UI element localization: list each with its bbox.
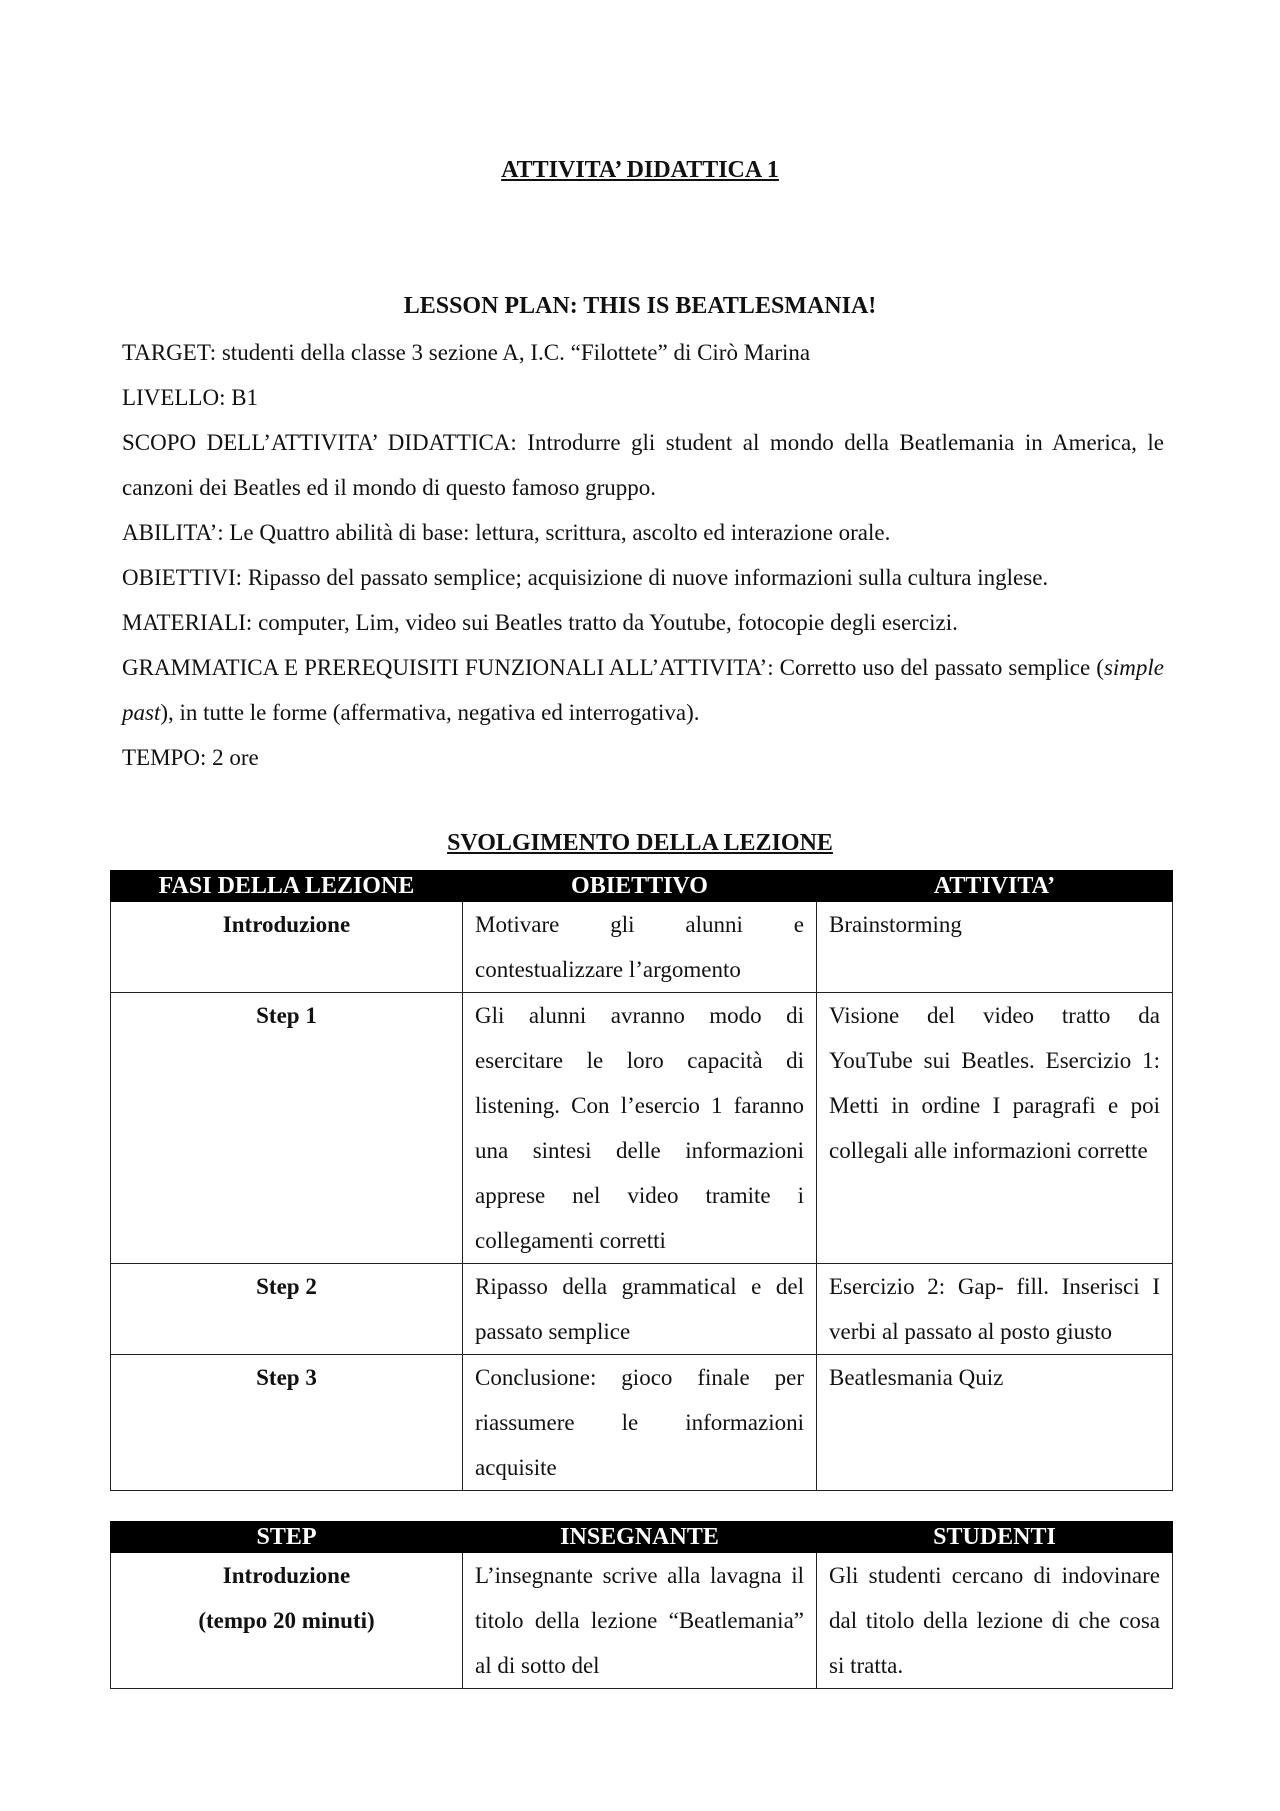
grammar-italic-term: simple past	[122, 655, 1164, 725]
objective-cell: Conclusione: gioco finale per riassumere le informazioni acquisite	[463, 1355, 817, 1491]
objectives-paragraph: OBIETTIVI: Ripasso del passato semplice; acquisizione di nuove informazioni sulla cultura inglese.	[122, 565, 1049, 590]
phase-cell: Step 3	[111, 1355, 463, 1491]
materials-line: MATERIALI: computer, Lim, video sui Beatles tratto da Youtube, fotocopie degli esercizi.	[122, 610, 958, 635]
grammar-paragraph	[122, 645, 1164, 735]
activity-cell: Beatlesmania Quiz	[817, 1355, 1173, 1491]
table-row	[111, 993, 1173, 1264]
activity-cell: Visione del video tratto da YouTube sui Beatles. Esercizio 1: Metti in ordine I paragrafi e poi collegali alle informazioni corrette	[817, 993, 1173, 1264]
objective-cell: Ripasso della grammatical e del passato semplice	[463, 1264, 817, 1355]
column-header-phases: FASI DELLA LEZIONE	[111, 871, 463, 902]
lesson-steps-table	[110, 1521, 1173, 1689]
grammar-text-end: ), in tutte le forme (affermativa, negativa ed interrogativa).	[160, 700, 700, 725]
step-name: Introduzione	[222, 1563, 351, 1588]
activity-cell: Esercizio 2: Gap- fill. Inserisci I verbi al passato al posto giusto	[817, 1264, 1173, 1355]
table-row	[111, 902, 1173, 993]
step-cell	[111, 1553, 463, 1689]
activity-cell: Brainstorming	[817, 902, 1173, 993]
column-header-step: STEP	[111, 1522, 463, 1553]
scope-paragraph: SCOPO DELL’ATTIVITA’ DIDATTICA: Introdurre gli student al mondo della Beatlemania in America, le canzoni dei Beatles ed il mondo di questo famoso gruppo.	[122, 430, 1164, 500]
table-row	[111, 1264, 1173, 1355]
table-header-row	[111, 871, 1173, 902]
column-header-students: STUDENTI	[817, 1522, 1173, 1553]
skills-line: ABILITA’: Le Quattro abilità di base: lettura, scrittura, ascolto ed interazione orale.	[122, 520, 891, 545]
teacher-cell: L’insegnante scrive alla lavagna il titolo della lezione “Beatlemania” al di sotto del	[463, 1553, 817, 1689]
grammar-text-start: GRAMMATICA E PREREQUISITI FUNZIONALI ALL’ATTIVITA’: Corretto uso del passato semplice (	[122, 655, 1104, 680]
column-header-activity: ATTIVITA’	[817, 871, 1173, 902]
lesson-info	[122, 330, 1164, 780]
section-title: SVOLGIMENTO DELLA LEZIONE	[447, 830, 833, 856]
phase-cell: Introduzione	[111, 902, 463, 993]
step-duration: (tempo 20 minuti)	[198, 1608, 375, 1633]
column-header-teacher: INSEGNANTE	[463, 1522, 817, 1553]
objective-cell: Motivare gli alunni e contestualizzare l’argomento	[463, 902, 817, 993]
level-line: LIVELLO: B1	[122, 385, 259, 410]
students-cell: Gli studenti cercano di indovinare dal titolo della lezione di che cosa si tratta.	[817, 1553, 1173, 1689]
table-header-row	[111, 1522, 1173, 1553]
phase-cell: Step 1	[111, 993, 463, 1264]
target-line: TARGET: studenti della classe 3 sezione A, I.C. “Filottete” di Cirò Marina	[122, 340, 811, 365]
phase-cell: Step 2	[111, 1264, 463, 1355]
table-row	[111, 1355, 1173, 1491]
table-row	[111, 1553, 1173, 1689]
document-title: ATTIVITA’ DIDATTICA 1	[501, 157, 779, 183]
lesson-title: LESSON PLAN: THIS IS BEATLESMANIA!	[403, 293, 877, 319]
lesson-phases-table	[110, 870, 1173, 1491]
time-line: TEMPO: 2 ore	[122, 745, 259, 770]
objective-cell: Gli alunni avranno modo di esercitare le loro capacità di listening. Con l’esercio 1 faranno una sintesi delle informazioni apprese nel video tramite i collegamenti corretti	[463, 993, 817, 1264]
column-header-objective: OBIETTIVO	[463, 871, 817, 902]
